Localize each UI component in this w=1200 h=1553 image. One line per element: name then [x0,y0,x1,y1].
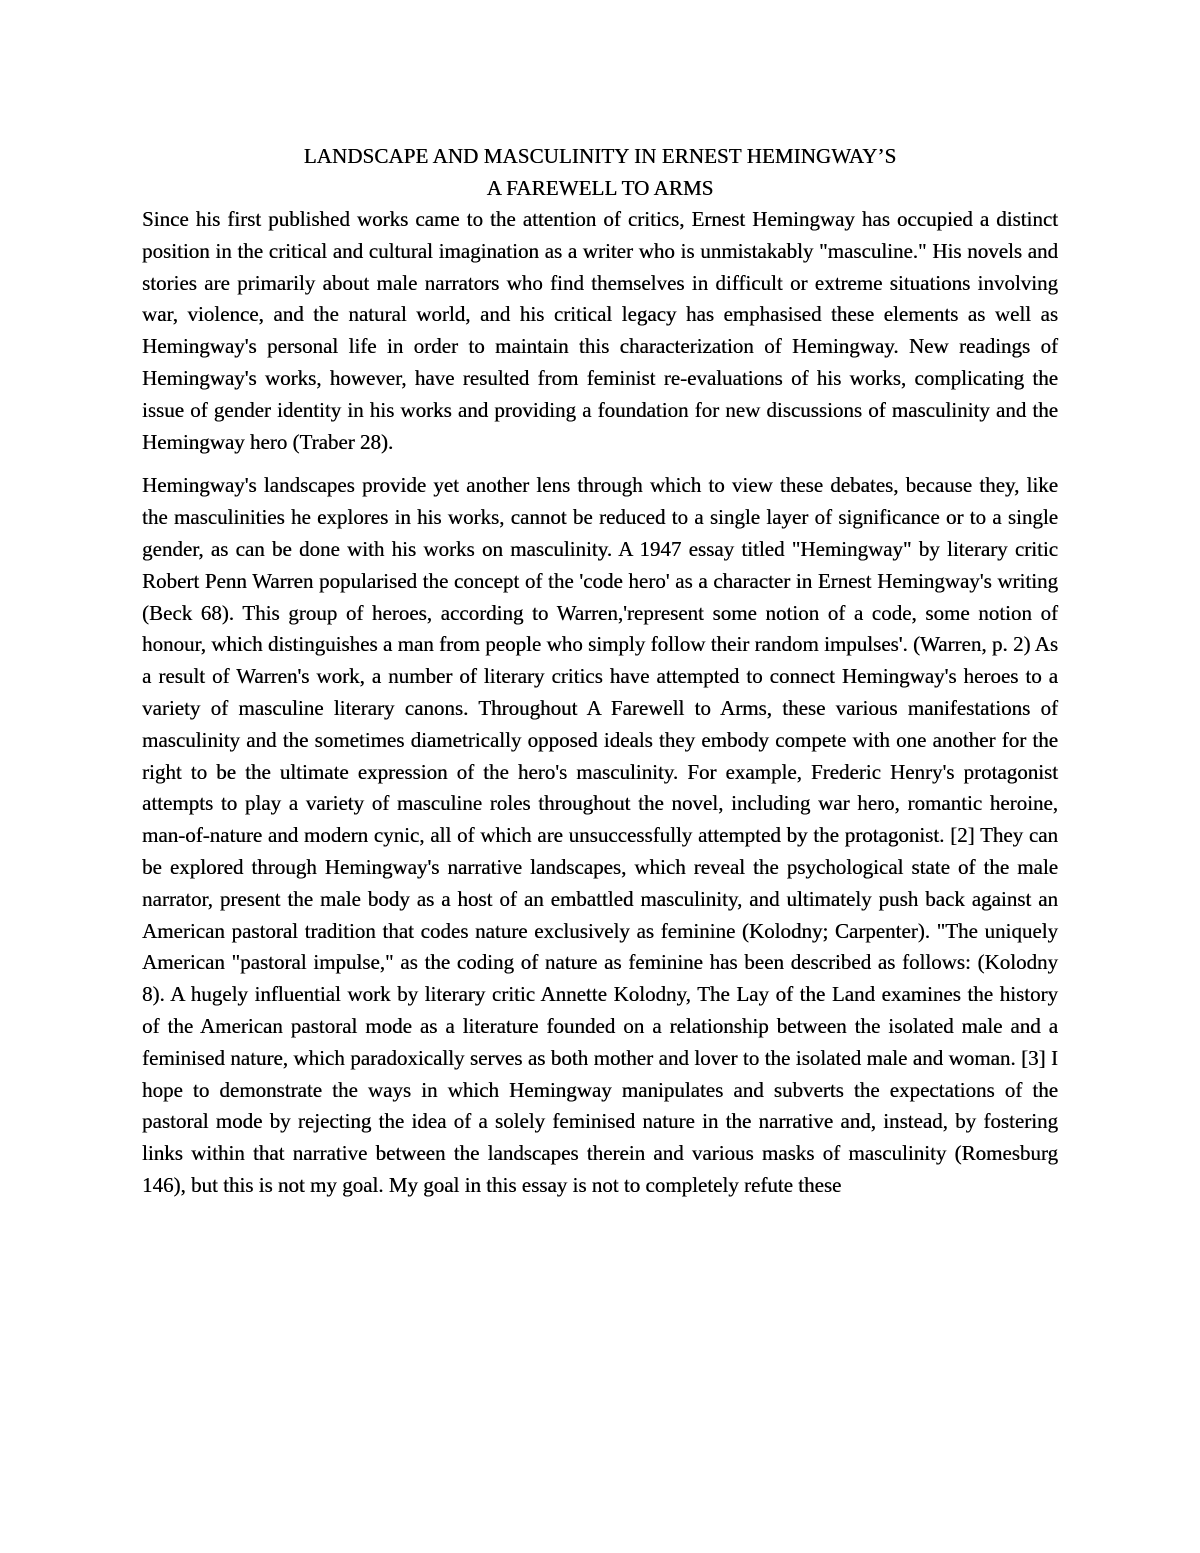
title-line-2: A FAREWELL TO ARMS [486,176,714,200]
title-line-1: LANDSCAPE AND MASCULINITY IN ERNEST HEMINGWAY’S [303,144,897,168]
paragraph-2: Hemingway's landscapes provide yet another lens through which to view these debates, because they, like the masculinities he explores in his works, cannot be reduced to a single layer of significance or to a single gender, as can be done with his works on masculinity. A 1947 essay titled "Hemingway" by literary critic Robert Penn Warren popularised the concept of the 'code hero' as a character in Ernest Hemingway's writing (Beck 68). This group of heroes, according to Warren,'represent some notion of a code, some notion of honour, which distinguishes a man from people who simply follow their random impulses'. (Warren, p. 2) As a result of Warren's work, a number of literary critics have attempted to connect Hemingway's heroes to a variety of masculine literary canons. Throughout A Farewell to Arms, these various manifestations of masculinity and the sometimes diametrically opposed ideals they embody compete with one another for the right to be the ultimate expression of the hero's masculinity. For example, Frederic Henry's protagonist attempts to play a variety of masculine roles throughout the novel, including war hero, romantic heroine, man-of-nature and modern cynic, all of which are unsuccessfully attempted by the protagonist. [2] They can be explored through Hemingway's narrative landscapes, which reveal the psychological state of the male narrator, present the male body as a host of an embattled masculinity, and ultimately push back against an American pastoral tradition that codes nature exclusively as feminine (Kolodny; Carpenter). "The uniquely American "pastoral impulse," as the coding of nature as feminine has been described as follows: (Kolodny 8). A hugely influential work by literary critic Annette Kolodny, The Lay of the Land examines the history of the American pastoral mode as a literature founded on a relationship between the isolated male and a feminised nature, which paradoxically serves as both mother and lover to the isolated male and woman. [3] I hope to demonstrate the ways in which Hemingway manipulates and subverts the expectations of the pastoral mode by rejecting the idea of a solely feminised nature in the narrative and, instead, by fostering links within that narrative between the landscapes therein and various masks of masculinity (Romesburg 146), but this is not my goal. My goal in this essay is not to completely refute these [142,473,1058,1197]
page-title [142,140,1058,204]
paragraph-1: Since his first published works came to the attention of critics, Ernest Hemingway has occupied a distinct position in the critical and cultural imagination as a writer who is unmistakably "masculine." His novels and stories are primarily about male narrators who find themselves in difficult or extreme situations involving war, violence, and the natural world, and his critical legacy has emphasised these elements as well as Hemingway's personal life in order to maintain this characterization of Hemingway. New readings of Hemingway's works, however, have resulted from feminist re-evaluations of his works, complicating the issue of gender identity in his works and providing a foundation for new discussions of masculinity and the Hemingway hero (Traber 28). [142,207,1058,454]
document-body [142,140,1058,1202]
